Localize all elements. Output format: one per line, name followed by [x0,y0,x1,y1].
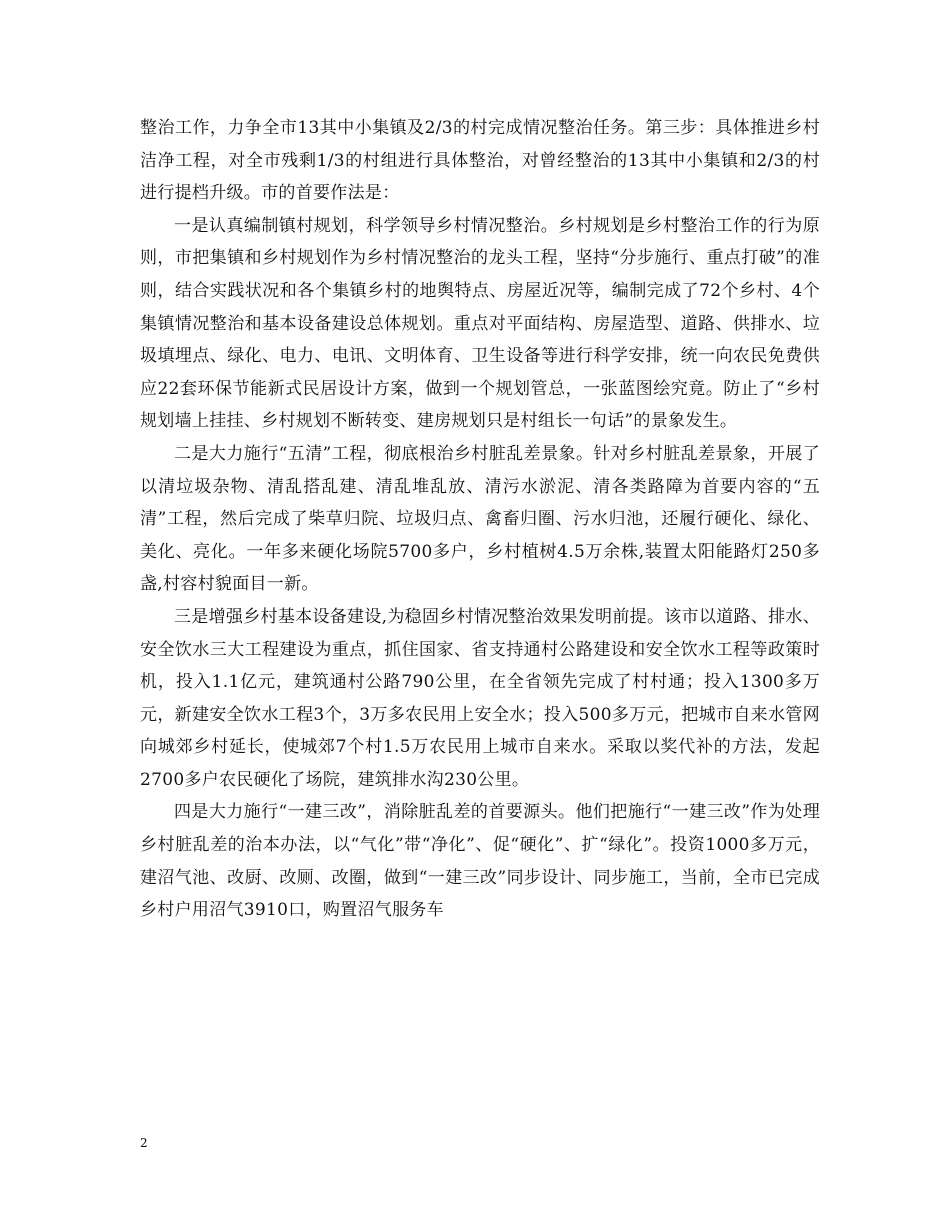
paragraph-five-cleanups: 二是大力施行“五清”工程，彻底根治乡村脏乱差景象。针对乡村脏乱差景象，开展了以清垃圾杂物、清乱搭乱建、清乱堆乱放、清污水淤泥、清各类路障为首要内容的“五清”工程，然后完成了柴草归院、垃圾归点、禽畜归圈、污水归池，还履行硬化、绿化、美化、亮化。一年多来硬化场院5700多户，乡村植树4.5万余株,装置太阳能路灯250多盏,村容村貌面目一新。 [140,443,820,595]
paragraph-continuation: 整治工作，力争全市13其中小集镇及2/3的村完成情况整治任务。第三步：具体推进乡村洁净工程，对全市残剩1/3的村组进行具体整治，对曾经整治的13其中小集镇和2/3的村进行提档升级。市的首要作法是： [140,118,820,204]
page-number: 2 [140,1136,148,1150]
document-body [140,112,820,927]
paragraph-infrastructure: 三是增强乡村基本设备建设,为稳固乡村情况整治效果发明前提。该市以道路、排水、安全饮水三大工程建设为重点，抓住国家、省支持通村公路建设和安全饮水工程等政策时机，投入1.1亿元，建筑通村公路790公里，在全省领先完成了村村通；投入1300多万元，新建安全饮水工程3个，3万多农民用上安全水；投入500多万元，把城市自来水管网向城郊乡村延长，使城郊7个村1.5万农民用上城市自来水。采取以奖代补的方法，发起2700多户农民硬化了场院，建筑排水沟230公里。 [140,606,820,790]
paragraph-one-build-three-reforms: 四是大力施行“一建三改”，消除脏乱差的首要源头。他们把施行“一建三改”作为处理乡村脏乱差的治本办法，以“气化”带“净化”、促“硬化”、扩“绿化”。投资1000多万元，建沼气池、改厨、改厕、改圈，做到“一建三改”同步设计、同步施工，当前，全市已完成乡村户用沼气3910口，购置沼气服务车 [140,802,820,921]
paragraph-village-planning: 一是认真编制镇村规划，科学领导乡村情况整治。乡村规划是乡村整治工作的行为原则，市把集镇和乡村规划作为乡村情况整治的龙头工程，坚持“分步施行、重点打破”的准则，结合实践状况和各个集镇乡村的地舆特点、房屋近况等，编制完成了72个乡村、4个集镇情况整治和基本设备建设总体规划。重点对平面结构、房屋造型、道路、供排水、垃圾填埋点、绿化、电力、电讯、文明体育、卫生设备等进行科学安排，统一向农民免费供应22套环保节能新式民居设计方案，做到一个规划管总，一张蓝图绘究竟。防止了“乡村规划墙上挂挂、乡村规划不断转变、建房规划只是村组长一句话”的景象发生。 [140,215,820,432]
